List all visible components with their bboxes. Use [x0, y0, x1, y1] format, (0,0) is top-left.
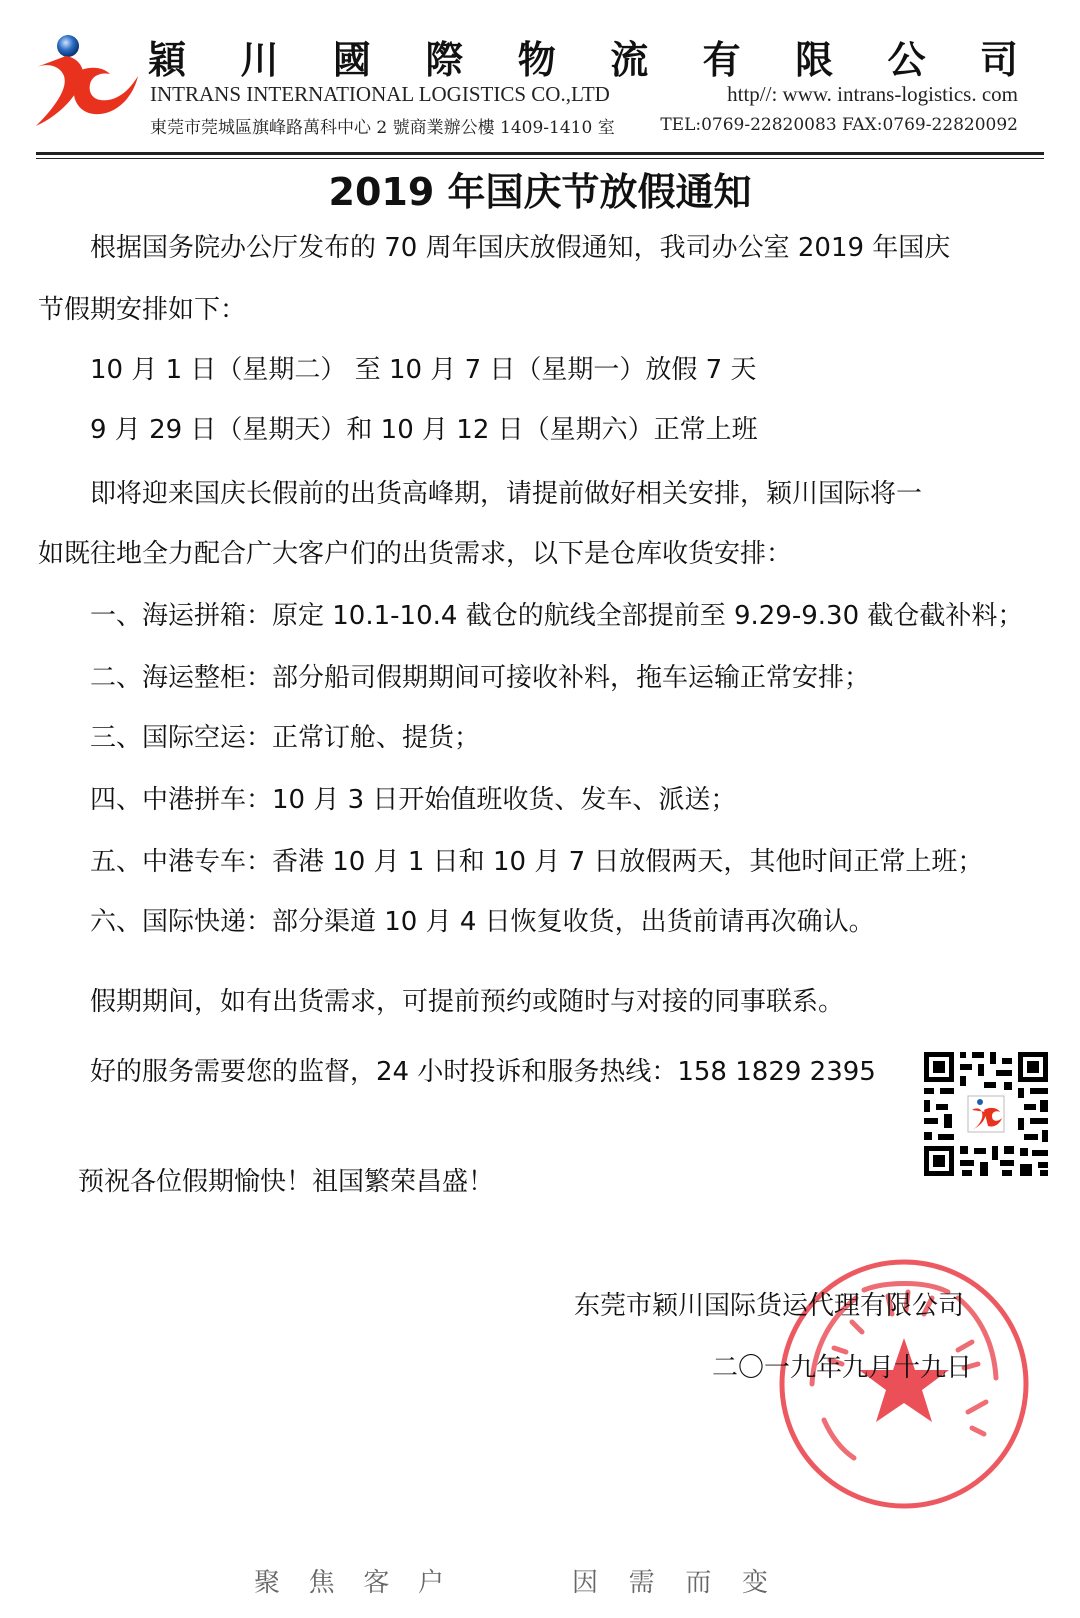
- header-address-line: [150, 112, 1018, 138]
- signature-company: 东莞市颖川国际货运代理有限公司: [574, 1291, 965, 1321]
- list-item: 五、中港专车：香港 10 月 1 日和 10 月 7 日放假两天，其他时间正常上班；: [90, 847, 984, 877]
- header-english-line: [150, 80, 1018, 108]
- holiday-wishes: 预祝各位假期愉快！祖国繁荣昌盛！: [78, 1167, 495, 1197]
- company-name-char: 流: [610, 36, 649, 82]
- company-name-char: 國: [332, 36, 371, 82]
- footer-char: 聚: [254, 1567, 281, 1598]
- footer-char: 客: [363, 1567, 390, 1598]
- list-item: 四、中港拼车：10 月 3 日开始值班收货、发车、派送；: [90, 785, 737, 815]
- company-name-char: 公: [887, 36, 926, 82]
- company-name-en: INTRANS INTERNATIONAL LOGISTICS CO.,LTD: [150, 81, 610, 106]
- company-address: 東莞市莞城區旗峰路萬科中心 2 號商業辦公樓 1409-1410 室: [150, 117, 615, 138]
- list-item: 三、国际空运：正常订舱、提货；: [90, 723, 481, 753]
- signature-date: 二〇一九年九月十九日: [712, 1353, 973, 1383]
- footer-char: 而: [685, 1567, 712, 1598]
- company-name-char: 穎: [148, 36, 187, 82]
- header-divider-thick: [36, 152, 1044, 155]
- company-tel-fax: TEL:0769-22820083 FAX:0769-22820092: [660, 115, 1018, 135]
- footer-slogan-right: [572, 1560, 768, 1600]
- company-name-char: 司: [979, 36, 1018, 82]
- company-name-cn: [148, 30, 1018, 82]
- header-divider-thin: [36, 158, 1044, 159]
- intro-line-2: 节假期安排如下：: [38, 295, 247, 325]
- list-item: 一、海运拼箱：原定 10.1-10.4 截仓的航线全部提前至 9.29-9.30 截仓截补料；: [90, 601, 1024, 631]
- footer-char: 焦: [308, 1567, 335, 1598]
- company-name-char: 際: [425, 36, 464, 82]
- list-item: 六、国际快递：部分渠道 10 月 4 日恢复收货，出货前请再次确认。: [90, 907, 875, 937]
- work-days: 9 月 29 日（星期天）和 10 月 12 日（星期六）正常上班: [90, 415, 758, 445]
- qr-code-icon: [920, 1048, 1052, 1180]
- footer-char: 需: [628, 1567, 655, 1598]
- list-item: 二、海运整柜：部分船司假期期间可接收补料，拖车运输正常安排；: [90, 663, 871, 693]
- footer-char: 变: [741, 1567, 768, 1598]
- company-name-char: 有: [702, 36, 741, 82]
- footer-char: 户: [417, 1567, 444, 1598]
- company-name-char: 物: [517, 36, 556, 82]
- holiday-period: 10 月 1 日（星期二） 至 10 月 7 日（星期一）放假 7 天: [90, 355, 757, 385]
- intro-line-1: 根据国务院办公厅发布的 70 周年国庆放假通知，我司办公室 2019 年国庆: [90, 233, 951, 263]
- contact-note: 假期期间，如有出货需求，可提前预约或随时与对接的同事联系。: [90, 987, 845, 1017]
- peak-line-1: 即将迎来国庆长假前的出货高峰期，请提前做好相关安排，颖川国际将一: [90, 479, 923, 509]
- company-website: http//: www. intrans-logistics. com: [727, 81, 1018, 106]
- notice-title: 2019 年国庆节放假通知: [328, 170, 752, 214]
- footer-slogan-left: [254, 1560, 444, 1600]
- peak-line-2: 如既往地全力配合广大客户们的出货需求，以下是仓库收货安排：: [38, 539, 793, 569]
- company-name-char: 限: [795, 36, 834, 82]
- footer-char: 因: [572, 1567, 599, 1598]
- company-name-char: 川: [240, 36, 279, 82]
- company-logo-icon: [30, 32, 140, 132]
- hotline-note: 好的服务需要您的监督，24 小时投诉和服务热线：158 1829 2395: [90, 1057, 876, 1087]
